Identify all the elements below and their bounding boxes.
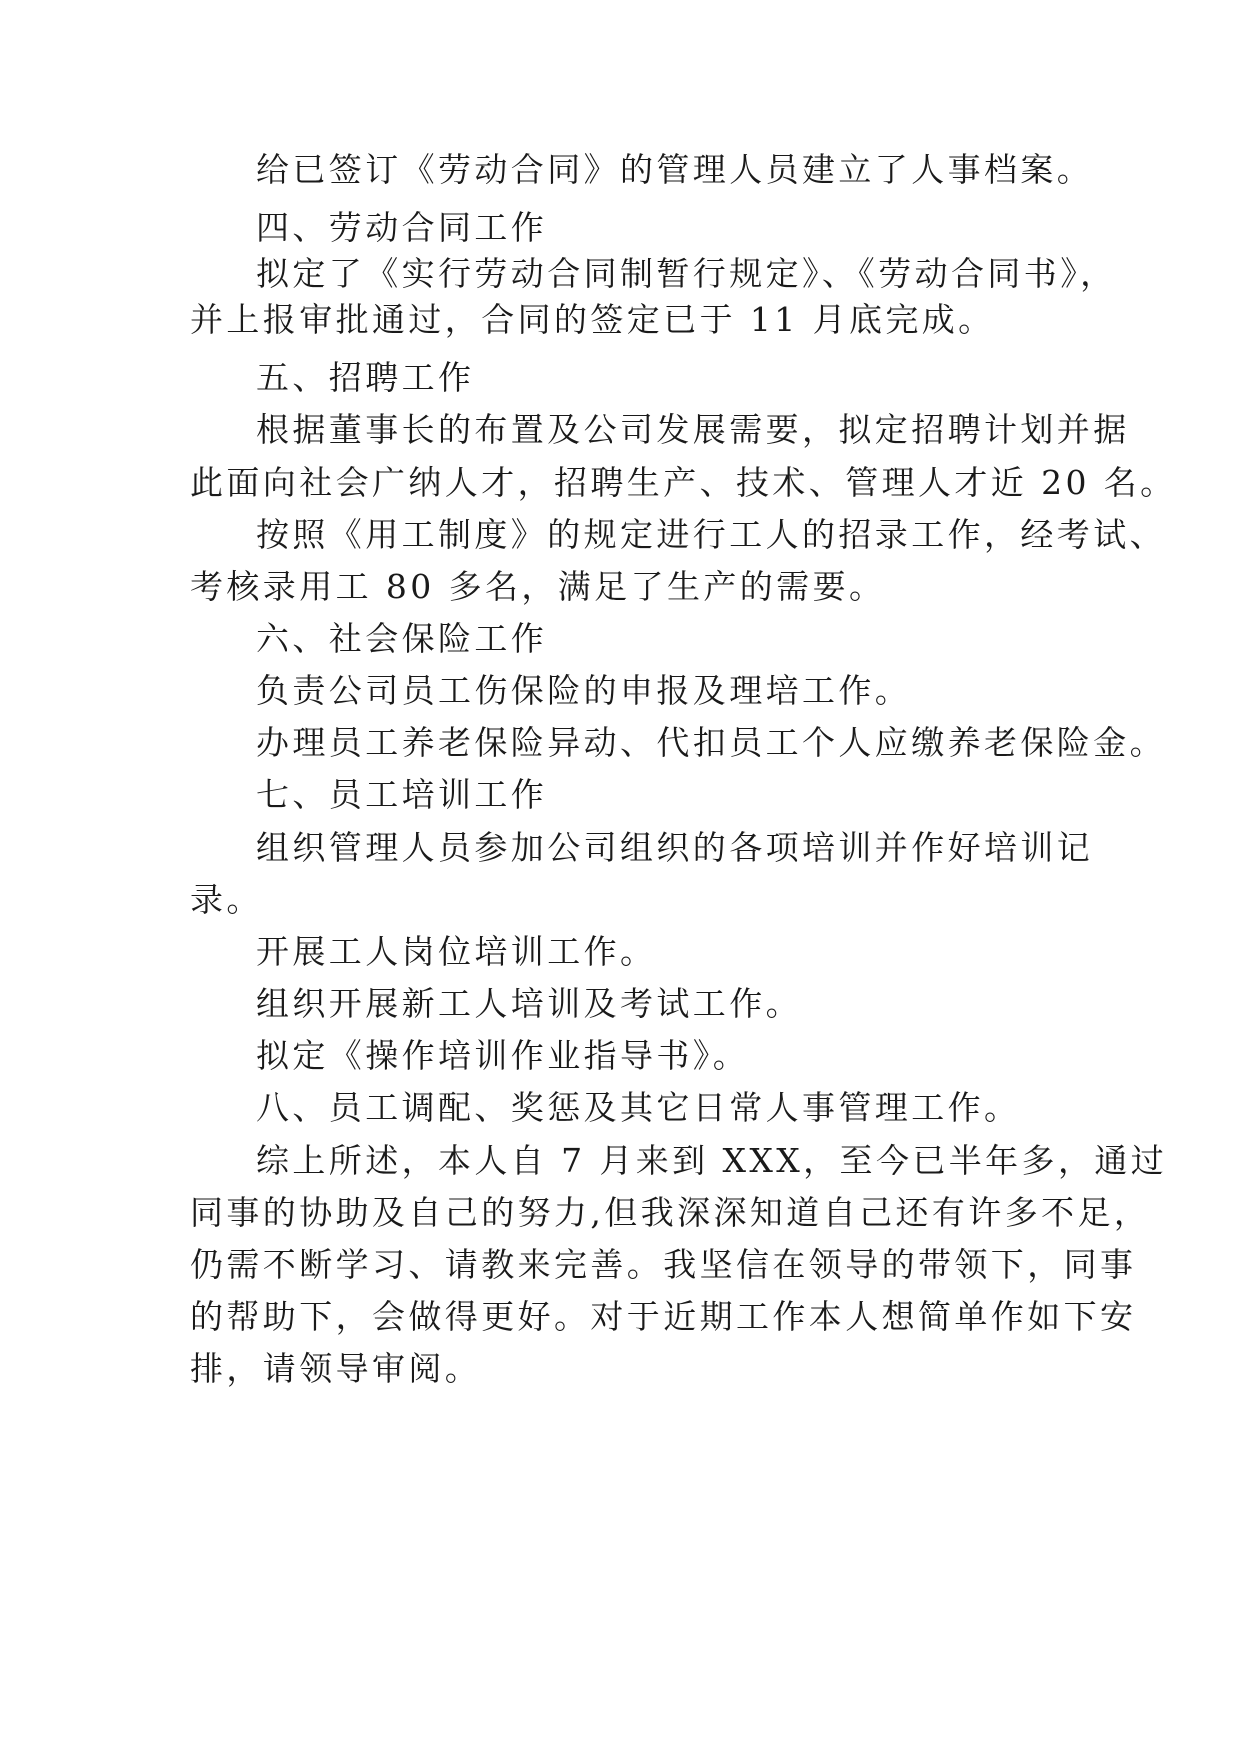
paragraph-line: 组织管理人员参加公司组织的各项培训并作好培训记: [256, 828, 1094, 867]
section-heading: 八、员工调配、奖惩及其它日常人事管理工作。: [256, 1088, 1021, 1127]
paragraph-line: 拟定了《实行劳动合同制暂行规定》、《劳动合同书》，: [256, 254, 1117, 293]
paragraph-line: 按照《用工制度》的规定进行工人的招录工作，经考试、: [256, 515, 1166, 554]
paragraph-line: 根据董事长的布置及公司发展需要，拟定招聘计划并据: [256, 410, 1130, 449]
paragraph-line: 此面向社会广纳人才，招聘生产、技术、管理人才近 20 名。: [190, 463, 1177, 502]
section-heading: 六、社会保险工作: [256, 619, 548, 658]
section-heading: 七、员工培训工作: [256, 775, 548, 814]
section-heading: 五、招聘工作: [256, 358, 475, 397]
paragraph-line: 组织开展新工人培训及考试工作。: [256, 984, 802, 1023]
paragraph-line: 办理员工养老保险异动、代扣员工个人应缴养老保险金。: [256, 723, 1166, 762]
paragraph-line: 的帮助下，会做得更好。对于近期工作本人想简单作如下安: [190, 1297, 1137, 1336]
paragraph-line: 排，请领导审阅。: [190, 1349, 482, 1388]
paragraph-line: 同事的协助及自己的努力,但我深深知道自己还有许多不足，: [190, 1193, 1151, 1232]
paragraph-line: 拟定《操作培训作业指导书》。: [256, 1036, 750, 1075]
paragraph-line: 并上报审批通过，合同的签定已于 11 月底完成。: [190, 300, 995, 339]
paragraph-line: 综上所述，本人自 7 月来到 XXX，至今已半年多，通过: [256, 1141, 1168, 1180]
paragraph-line: 考核录用工 80 多名，满足了生产的需要。: [190, 567, 886, 606]
paragraph-line: 给已签订《劳动合同》的管理人员建立了人事档案。: [256, 150, 1094, 189]
paragraph-line: 录。: [190, 880, 263, 919]
paragraph-line: 仍需不断学习、请教来完善。我坚信在领导的带领下，同事: [190, 1245, 1137, 1284]
paragraph-line: 负责公司员工伤保险的申报及理培工作。: [256, 671, 912, 710]
section-heading: 四、劳动合同工作: [256, 208, 548, 247]
paragraph-line: 开展工人岗位培训工作。: [256, 932, 657, 971]
